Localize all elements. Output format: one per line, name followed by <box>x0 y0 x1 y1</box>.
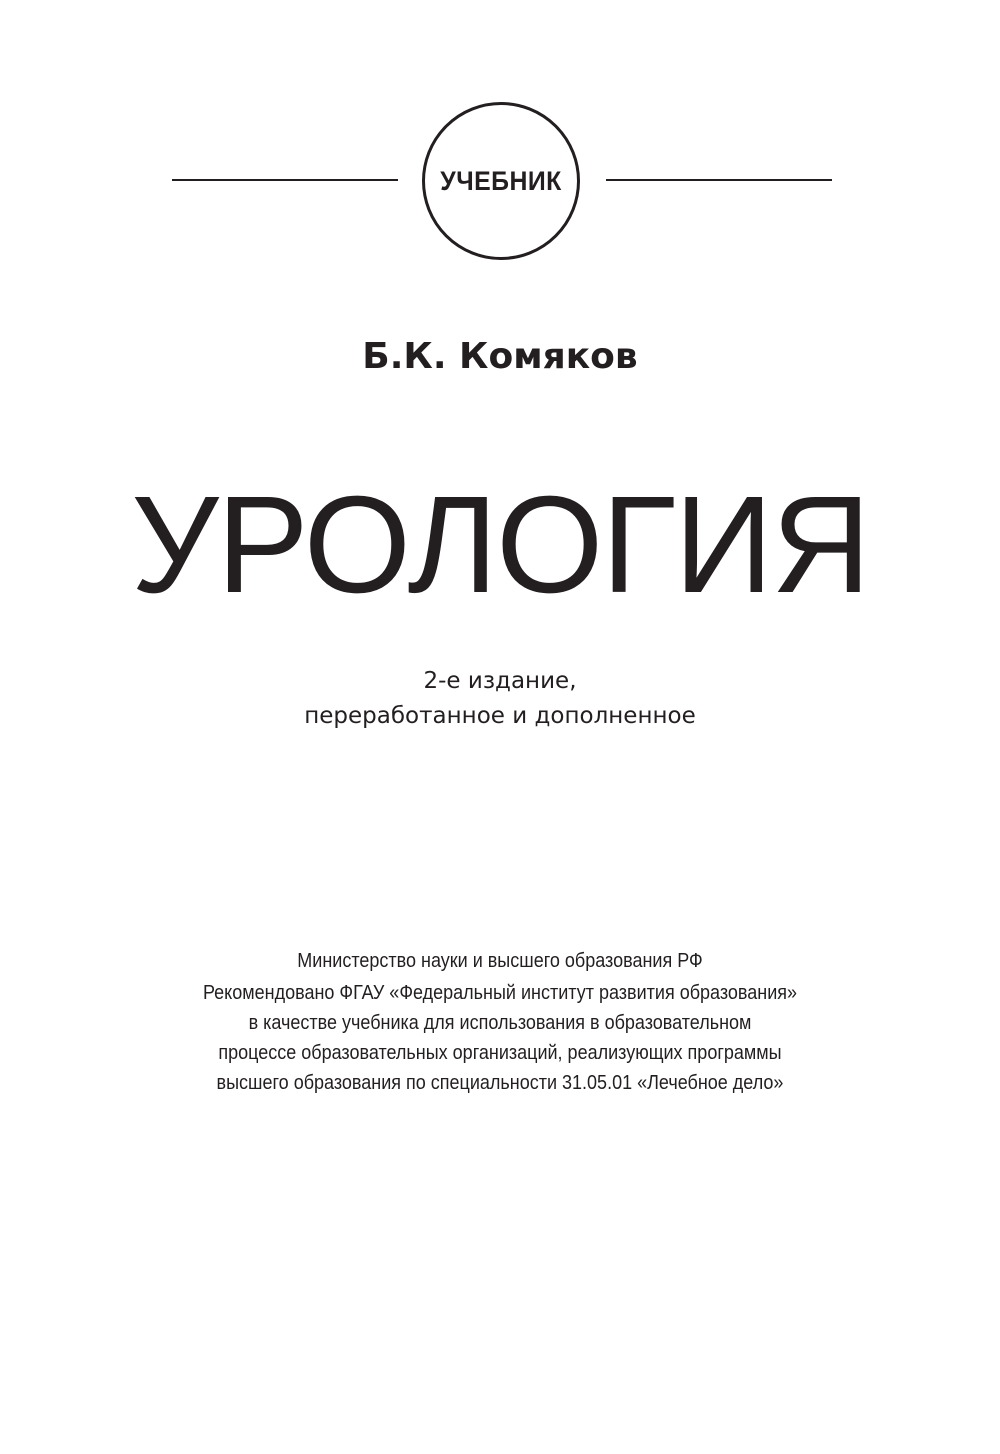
edition-line-1: 2-е издание, <box>423 668 577 694</box>
recommendation-line-4: высшего образования по специальности 31.05.01 «Лечебное дело» <box>216 1072 784 1094</box>
textbook-badge-row <box>0 100 1000 260</box>
book-title: УРОЛОГИЯ <box>131 468 869 622</box>
recommendation-line-1: Рекомендовано ФГАУ «Федеральный институт развития образования» <box>202 982 798 1004</box>
edition-line-2: переработанное и дополненное <box>304 703 696 729</box>
edition-info <box>0 664 1000 734</box>
recommendation-block <box>0 946 1000 1098</box>
recommendation-line-3: процессе образовательных организаций, реализующих программы <box>218 1042 782 1064</box>
left-divider-line <box>172 179 398 181</box>
textbook-badge-circle <box>422 102 580 260</box>
author-name: Б.К. Комяков <box>362 336 638 377</box>
recommendation-line-2: в качестве учебника для использования в образовательном <box>248 1012 752 1034</box>
right-divider-line <box>606 179 832 181</box>
textbook-badge-label: УЧЕБНИК <box>440 165 562 196</box>
ministry-line: Министерство науки и высшего образования РФ <box>297 950 703 972</box>
